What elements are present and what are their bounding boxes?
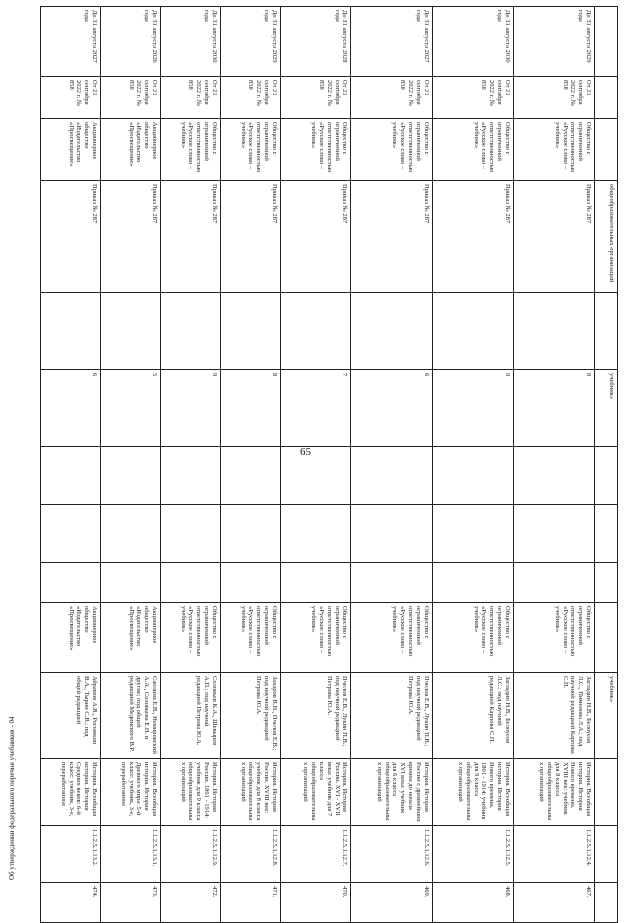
empty-cell (432, 505, 513, 563)
title-cell: История. Всеобщая история. История Нового времени. XVIII век: учебник для 8 класса общеобразовательных организаций (513, 759, 594, 826)
publisher-cell: Акционерное общество «Издательство «Просвещение» (101, 603, 161, 673)
publisher-cell: Общество с ограниченной ответственностью «Русское слово – учебник» (351, 603, 432, 673)
empty-cell (432, 563, 513, 603)
order-cell: Приказ № 287 (280, 181, 351, 293)
row-number-cell: 469. (351, 883, 432, 923)
empty-cell (220, 563, 280, 603)
header-cell (595, 883, 618, 923)
row-number-cell: 467. (513, 883, 594, 923)
code-cell: 1.1.2.5.1.13.2. (41, 826, 101, 883)
title-cell: История. История России. 1801 - 1914: учебник для 9 класса общеобразовательных организаций (160, 759, 220, 826)
authors-cell: Захаров В.Н., Пчелов Е.В.; под научной редакцией Петрова Ю.А. (220, 673, 280, 759)
grade-cell: 7 (280, 370, 351, 447)
header-cell: учебник» (595, 370, 618, 447)
authors-cell: Пчелов Е.В., Лукин П.В.; под научной редакцией Петрова Ю.А. (351, 673, 432, 759)
empty-cell (513, 505, 594, 563)
until-cell: До 31 августа 2030 года (432, 7, 513, 77)
date-cell: От 21 сентября 2022 г. № 858 (432, 77, 513, 119)
header-cell: учебник» (595, 673, 618, 759)
until-cell: До 31 августа 2030 года (160, 7, 220, 77)
code-cell: 1.1.2.5.1.12.5. (432, 826, 513, 883)
row-number-cell: 472. (160, 883, 220, 923)
table-row (432, 7, 513, 923)
header-cell (595, 603, 618, 673)
table-container (40, 6, 618, 898)
authors-cell: Загладин Н.В., Белоусов Л.С.; под научной редакцией Карпова С.П. (432, 673, 513, 759)
empty-cell (432, 293, 513, 370)
code-cell: 1.1.2.5.1.12.7. (280, 826, 351, 883)
order-cell: Приказ № 287 (351, 181, 432, 293)
table-row (280, 7, 351, 923)
empty-cell (280, 447, 351, 505)
title-cell: История. История России с древнейших времен до начала XVI века: учебник для 6 класса общеобразовательных организаций (351, 759, 432, 826)
date-cell: От 21 сентября 2022 г. № 858 (160, 77, 220, 119)
publisher-cell: Общество с ограниченной ответственностью «Русское слово – учебник» (432, 603, 513, 673)
empty-cell (220, 505, 280, 563)
empty-cell (101, 293, 161, 370)
empty-cell (160, 447, 220, 505)
until-cell: До 31 августа 2029 года (513, 7, 594, 77)
empty-cell (101, 505, 161, 563)
empty-cell (351, 447, 432, 505)
order-cell: Приказ № 287 (513, 181, 594, 293)
header-cell (595, 505, 618, 563)
header-cell (595, 119, 618, 181)
title-cell: История. Всеобщая история. История Древнего мира: 5-й класс: учебник, 3-е, переработанное (101, 759, 161, 826)
authors-cell: Абрамов А.В., Рогожкин В.А., Тырин С.В.; под общей редакцией (41, 673, 101, 759)
order-cell: Приказ № 287 (432, 181, 513, 293)
publisher-cell: Акционерное общество «Издательство «Просвещение» (41, 603, 101, 673)
grade-cell: 6 (351, 370, 432, 447)
code-cell: 1.1.2.5.1.12.6. (351, 826, 432, 883)
grade-cell: 6 (41, 370, 101, 447)
footer-text: Об утверждении федерального перечня учебников - 04 (8, 716, 16, 880)
empty-cell (220, 447, 280, 505)
header-cell (595, 759, 618, 826)
until-cell: До 31 августа 2027 года (41, 7, 101, 77)
empty-cell (513, 293, 594, 370)
authors-cell: Соловьев К.А., Шевырев А.П.; под научной редакцией Петрова Ю.А. (160, 673, 220, 759)
org-cell: Акционерное общество «Издательство «Просвещение» (41, 119, 101, 181)
table-row (513, 7, 594, 923)
publisher-cell: Общество с ограниченной ответственностью «Русское слово – учебник» (280, 603, 351, 673)
row-number-cell: 474. (41, 883, 101, 923)
until-cell: До 31 августа 2026 года (101, 7, 161, 77)
table-row (220, 7, 280, 923)
grade-cell: 9 (432, 370, 513, 447)
header-cell (595, 563, 618, 603)
table-header-row (595, 7, 618, 923)
date-cell: От 21 сентября 2022 г. № 858 (101, 77, 161, 119)
header-cell (595, 7, 618, 77)
date-cell: От 21 сентября 2022 г. № 858 (351, 77, 432, 119)
until-cell: До 31 августа 2029 года (220, 7, 280, 77)
empty-cell (432, 447, 513, 505)
code-cell: 1.1.2.5.1.13.1. (101, 826, 161, 883)
publisher-cell: Общество с ограниченной ответственностью «Русское слово – учебник» (513, 603, 594, 673)
code-cell: 1.1.2.5.1.12.9. (160, 826, 220, 883)
empty-cell (101, 447, 161, 505)
empty-cell (220, 293, 280, 370)
org-cell: Общество с ограниченной ответственностью «Русское слово – учебник» (432, 119, 513, 181)
date-cell: От 21 сентября 2022 г. № 858 (280, 77, 351, 119)
until-cell: До 31 августа 2027 года (351, 7, 432, 77)
authors-cell: Саплина Е.В., Немировский А.А., Соловьева Е.Н. и другие; под общей редакцией Мединского В.Р. (101, 673, 161, 759)
code-cell: 1.1.2.5.1.12.8. (220, 826, 280, 883)
publisher-cell: Общество с ограниченной ответственностью «Русское слово – учебник» (220, 603, 280, 673)
org-cell: Общество с ограниченной ответственностью «Русское слово – учебник» (160, 119, 220, 181)
table-row (351, 7, 432, 923)
row-number-cell: 471. (220, 883, 280, 923)
header-cell (595, 447, 618, 505)
order-cell: Приказ № 287 (220, 181, 280, 293)
empty-cell (41, 447, 101, 505)
publisher-cell: Общество с ограниченной ответственностью «Русское слово – учебник» (160, 603, 220, 673)
grade-cell: 8 (220, 370, 280, 447)
header-cell (595, 826, 618, 883)
empty-cell (280, 293, 351, 370)
authors-cell: Пчелов Е.В., Лукин П.В.; под научной редакцией Петрова Ю.А. (280, 673, 351, 759)
empty-cell (41, 505, 101, 563)
table-row (41, 7, 101, 923)
org-cell: Акционерное общество «Издательство «Просвещение» (101, 119, 161, 181)
date-cell: От 21 сентября 2022 г. № 858 (220, 77, 280, 119)
page-number: 65 (300, 446, 311, 458)
grade-cell: 8 (513, 370, 594, 447)
empty-cell (351, 505, 432, 563)
grade-cell: 5 (101, 370, 161, 447)
authors-cell: Загладин Н.В., Белоусов Л.С., Пименова Л.А.; под научной редакцией Карпова С.П. (513, 673, 594, 759)
grade-cell: 9 (160, 370, 220, 447)
date-cell: От 21 сентября 2022 г. № 858 (41, 77, 101, 119)
empty-cell (41, 563, 101, 603)
date-cell: От 21 сентября 2022 г. № 858 (513, 77, 594, 119)
empty-cell (280, 563, 351, 603)
empty-cell (101, 563, 161, 603)
table-row (101, 7, 161, 923)
header-cell (595, 293, 618, 370)
title-cell: История. История России. XVI - XVII века: учебник для 7 класса общеобразовательных организаций (280, 759, 351, 826)
empty-cell (160, 563, 220, 603)
empty-cell (160, 505, 220, 563)
row-number-cell: 468. (432, 883, 513, 923)
empty-cell (280, 505, 351, 563)
code-cell: 1.1.2.5.1.12.4. (513, 826, 594, 883)
order-cell: Приказ № 287 (101, 181, 161, 293)
header-cell (595, 77, 618, 119)
order-cell: Приказ № 287 (160, 181, 220, 293)
empty-cell (513, 563, 594, 603)
empty-cell (41, 293, 101, 370)
empty-cell (160, 293, 220, 370)
empty-cell (351, 293, 432, 370)
table-row (160, 7, 220, 923)
empty-cell (351, 563, 432, 603)
row-number-cell: 470. (280, 883, 351, 923)
org-cell: Общество с ограниченной ответственностью «Русское слово – учебник» (351, 119, 432, 181)
order-cell: Приказ № 287 (41, 181, 101, 293)
title-cell: История. Всеобщая история. История Нового времени. 1801 - 1914: учебник для 9 класса общеобразовательных организаций (432, 759, 513, 826)
org-cell: Общество с ограниченной ответственностью «Русское слово – учебник» (280, 119, 351, 181)
title-cell: История. Всеобщая история. История Средних веков: 6-й класс: учебник, 3-е, переработанное (41, 759, 101, 826)
textbook-table (40, 6, 618, 923)
empty-cell (513, 447, 594, 505)
rotated-table-wrapper (40, 6, 618, 898)
until-cell: До 31 августа 2028 года (280, 7, 351, 77)
header-cell: общеобразовательных организаций (595, 181, 618, 293)
org-cell: Общество с ограниченной ответственностью «Русское слово – учебник» (220, 119, 280, 181)
row-number-cell: 473. (101, 883, 161, 923)
title-cell: История. История России. XVIII век: учебник для 8 класса общеобразовательных организаций (220, 759, 280, 826)
org-cell: Общество с ограниченной ответственностью «Русское слово – учебник» (513, 119, 594, 181)
